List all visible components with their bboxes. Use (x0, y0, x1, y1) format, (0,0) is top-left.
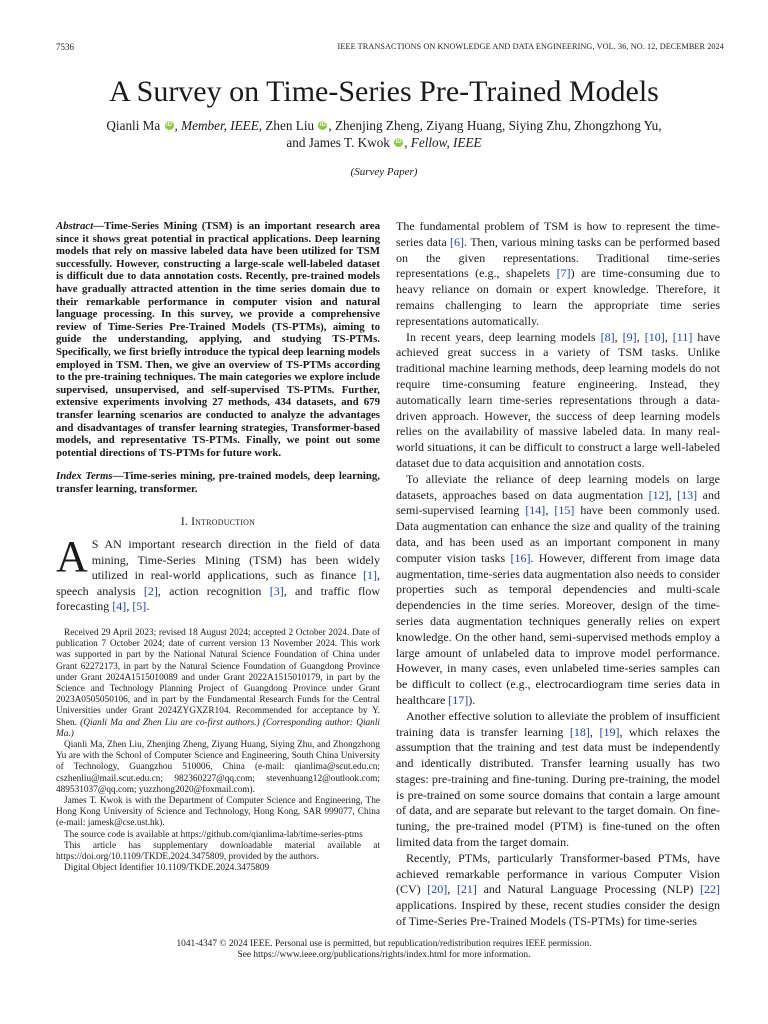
body-text: , (636, 329, 645, 344)
index-terms (56, 470, 380, 495)
author-list (40, 117, 728, 151)
citation-link[interactable]: [16] (510, 550, 531, 565)
intro-text: , speech analysis (56, 568, 380, 598)
author-line-1 (40, 117, 728, 134)
citation-link[interactable]: [10] (644, 329, 665, 344)
drop-cap: A (56, 532, 88, 582)
author-name: Zhen Liu (262, 118, 315, 133)
body-text: , (614, 329, 623, 344)
citation-link[interactable]: [21] (456, 882, 477, 897)
author-name: Qianli Ma (106, 118, 161, 133)
body-text: , (664, 329, 673, 344)
paper-type-label: (Survey Paper) (350, 166, 418, 178)
citation-link[interactable]: [1] (363, 568, 377, 583)
orcid-icon[interactable]: iD (395, 139, 402, 145)
intro-text: , (126, 599, 133, 614)
abstract-lead: Abstract (56, 220, 94, 232)
left-column (56, 220, 380, 874)
citation-link[interactable]: [8] (600, 329, 615, 344)
abstract (56, 220, 380, 459)
paper-title: A Survey on Time-Series Pre-Trained Models (109, 75, 659, 108)
citation-link[interactable]: [20] (427, 882, 448, 897)
citation-link[interactable]: [4] (112, 599, 127, 614)
body-text: Recently, PTMs, particularly Transformer-based PTMs, have achieved remarkable performance in various Computer Vision (CV) (396, 850, 720, 897)
rights-link-line[interactable]: See https://www.ieee.org/publications/rights/index.html for more information. (237, 950, 531, 961)
body-paragraph (396, 330, 720, 472)
body-text: Another effective solution to alleviate the problem of insufficient training data is transfer learning (396, 708, 720, 739)
page-number: 7536 (56, 42, 74, 52)
intro-text: , and traffic flow forecasting (56, 583, 380, 614)
footnote-cofirst: (Qianli Ma and Zhen Liu are co-first authors.) (Corresponding author: Qianli Ma.) (56, 717, 380, 739)
citation-link[interactable]: [14] (525, 503, 546, 518)
body-text: and semi-supervised learning (396, 487, 720, 518)
right-column (396, 219, 720, 930)
citation-link[interactable]: [17] (448, 692, 469, 707)
body-paragraph (396, 851, 720, 930)
citation-link[interactable]: [18] (569, 724, 590, 739)
footnote-received (56, 628, 380, 740)
footnote-doi: Digital Object Identifier 10.1109/TKDE.2024.3475809 (64, 863, 270, 874)
author-role: , Fellow, IEEE (404, 135, 482, 150)
intro-text: , action recognition (157, 583, 270, 598)
citation-link[interactable]: [22] (700, 882, 720, 897)
citation-link[interactable]: [15] (554, 503, 575, 518)
copyright-line: 1041-4347 © 2024 IEEE. Personal use is permitted, but republication/redistribution requires IEEE permission. (176, 939, 592, 949)
footnote-supplementary[interactable]: This article has supplementary downloadable material available at https://doi.org/10.1109/TKDE.2024.3475809, provided by the authors. (56, 840, 380, 863)
abstract-text: —Time-Series Mining (TSM) is an important research area since it shows great potential in practical applications. Deep learning models that rely on massive labeled data have been utilized for TSM successfully. However, constructing a large-scale well-labeled dataset is difficult due to data annotation costs. Recently, pre-trained models have gradually attracted attention in the time series domain due to their remarkable performance in computer vision and natural language processing. In this survey, we provide a comprehensive review of Time-Series Pre-Trained Models (TS-PTMs), aiming to guide the understanding, applying, and studying TS-PTMs. Specifically, we first briefly introduce the typical deep learning models employed in TSM. Then, we give an overview of TS-PTMs according to the pre-training techniques. The main categories we explore include supervised, unsupervised, and self-supervised TS-PTMs. Further, extensive experiments involving 27 methods, 434 datasets, and 679 transfer learning scenarios are conducted to analyze the advantages and disadvantages of transfer learning strategies, Transformer-based models, and representative TS-PTMs. Finally, we point out some potential directions of TS-PTMs for future work. (56, 220, 380, 459)
citation-link[interactable]: [9] (622, 329, 637, 344)
journal-running-header: IEEE TRANSACTIONS ON KNOWLEDGE AND DATA ENGINEERING, VOL. 36, NO. 12, DECEMBER 2024 (337, 42, 724, 51)
citation-link[interactable]: [7] (556, 266, 571, 281)
index-terms-text: —Time-series mining, pre-trained models, deep learning, transfer learning, transformer. (56, 470, 380, 495)
body-text: ) are time-consuming due to heavy reliance on domain or expert knowledge. Therefore, it remains challenging to learn the appropriate time series representations automatically. (396, 266, 720, 328)
footnote-affiliation-1: Qianli Ma, Zhen Liu, Zhenjing Zheng, Ziyang Huang, Siying Zhu, and Zhongzhong Yu are with the School of Computer Science and Engineering, South China University of Technology, Guangzhou 510006, China (e-mail: qianlima@scut.edu.cn; cszhenliu@mail.scut.edu.cn; 982360227@qq.com; stevenhuang12@outlook.com; 489531037@qq.com; yuzzhong2020@foxmail.com). (56, 740, 380, 795)
author-role: , Member, IEEE, (174, 118, 263, 133)
body-text: To alleviate the reliance of deep learning models on large datasets, approaches based on data augmentation (396, 471, 720, 502)
intro-paragraph (56, 532, 380, 615)
body-paragraph (396, 219, 720, 330)
body-paragraph (396, 472, 720, 709)
body-text: . However, different from image data augmentation, time-series data augmentation also needs to consider properties such as temporal dependencies and multi-scale dependencies in the time series. Moreover, design of the time-series data augmentation techniques generally relies on expert knowledge. On the other hand, semi-supervised methods employ a large amount of unlabeled data to improve model performance. However, in many cases, even unlabeled time-series samples can be difficult to collect (e.g., electrocardiogram time series data in healthcare (396, 550, 720, 707)
body-text: , which relaxes the assumption that the training and test data must be independently and identically distributed. Transfer learning usually has two stages: pre-training and fine-tuning. During pre-training, the model is pre-trained on some source domains that contain a large amount of data, and are separate but relevant to the target domain. On fine-tuning, the pre-trained model (PTM) is fine-tuned on the often limited data from the target domain. (396, 724, 721, 850)
citation-link[interactable]: [11] (672, 329, 693, 344)
index-terms-lead: Index Terms (56, 470, 113, 483)
author-line-2 (40, 134, 728, 151)
footnote-affiliation-2: James T. Kwok is with the Department of Computer Science and Engineering, The Hong Kong University of Science and Technology, Hong Kong, SAR 999077, China (e-mail: jamesk@cse.ust.hk). (56, 796, 380, 829)
citation-link[interactable]: [12] (648, 487, 669, 502)
body-text: have been commonly used. Data augmentation can enhance the size and quality of the training data, and has been used as an important component in many computer vision tasks (396, 503, 720, 565)
copyright-footer (0, 939, 768, 962)
citation-link[interactable]: [5] (132, 599, 147, 614)
body-text: and Natural Language Processing (NLP) (476, 882, 700, 897)
body-text: have achieved great success in a variety of TSM tasks. Unlike traditional machine learning methods, deep learning models do not require time-consuming feature engineering. Instead, they automatically learn time-series representations through a data-driven approach. However, the success of deep learning models relies on the availability of massive labeled data. In many real-world situations, it can be difficult to construct a large well-labeled dataset due to data acquisition and annotation costs. (396, 329, 721, 470)
body-text: , (589, 724, 600, 739)
body-text: , (668, 487, 678, 502)
section-heading: I. Introduction (180, 515, 256, 529)
body-text: The fundamental problem of TSM is how to represent the time-series data (396, 219, 720, 249)
body-text: applications. Inspired by these, recent studies consider the design of Time-Series Pre-Trained Models (TS-PTMs) for time-series (396, 898, 720, 929)
footnote-text: Received 29 April 2023; revised 18 August 2024; accepted 2 October 2024. Date of publication 7 October 2024; date of current version 13 November 2024. This work was supported in part by the National Natural Science Foundation of China under Grant 62272173, in part by the Natural Science Foundation of Guangdong Province under Grant 2024A1515010089 and under Grant 2022A1515010179, in part by the Science and Technology Planning Project of Guangdong Province under Grant 2023A0505050106, and in part by the Fundamental Research Funds for the Central Universities under Grant 2024ZYGXZR104. Recommended for acceptance by Y. Shen. (56, 627, 380, 728)
citation-link[interactable]: [3] (269, 583, 284, 598)
body-text: . Then, various mining tasks can be performed based on the given representations. Traditional time-series representations (e.g., shapelets (396, 234, 721, 281)
intro-text: S AN important research direction in the field of data mining, Time-Series Mining (TSM) has been widely utilized in real-world applications, such as finance (91, 537, 380, 583)
citation-link[interactable]: [6] (450, 234, 465, 249)
orcid-icon[interactable]: iD (166, 122, 173, 128)
body-text: , (447, 882, 457, 897)
citation-link[interactable]: [2] (143, 583, 158, 598)
footnotes (56, 628, 380, 874)
intro-text: . (146, 599, 150, 614)
footnote-source-code[interactable]: The source code is available at https://github.com/qianlima-lab/time-series-ptms (64, 829, 363, 840)
body-text: In recent years, deep learning models (406, 329, 601, 344)
body-paragraph (396, 709, 720, 851)
body-text: ). (468, 692, 476, 707)
orcid-icon[interactable]: iD (319, 122, 326, 128)
author-names: , Zhenjing Zheng, Ziyang Huang, Siying Zhu, Zhongzhong Yu, (328, 118, 662, 133)
citation-link[interactable]: [13] (677, 487, 698, 502)
author-name: and James T. Kwok (286, 135, 390, 150)
body-text: , (545, 503, 555, 518)
citation-link[interactable]: [19] (599, 724, 620, 739)
